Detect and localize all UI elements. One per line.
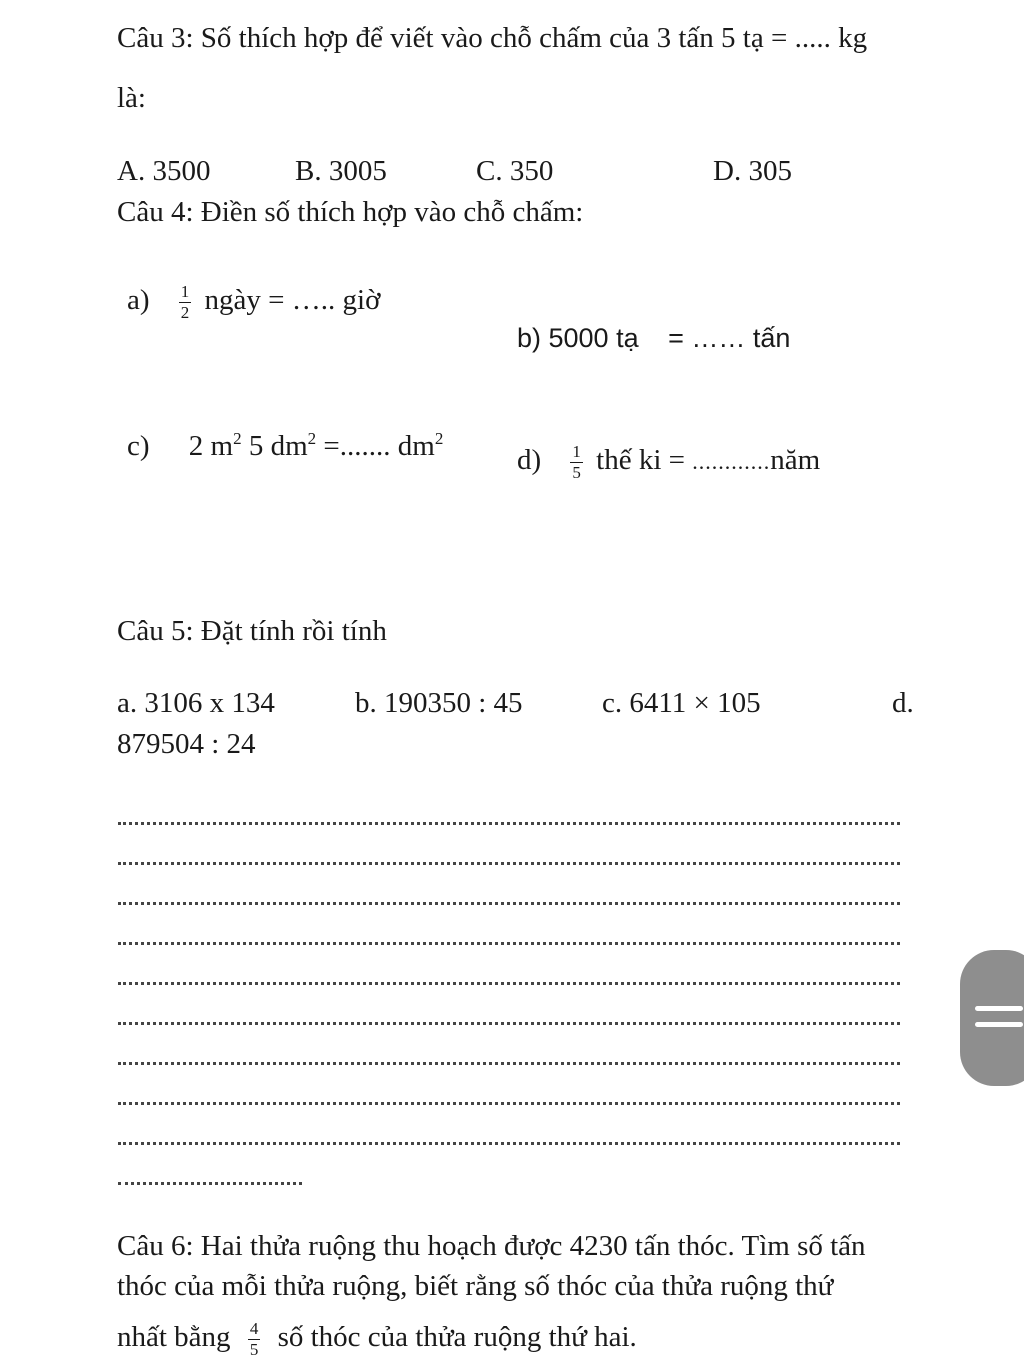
q6-line3-end: số thóc của thửa ruộng thứ hai. xyxy=(277,1321,637,1353)
q4c-pre: 2 m xyxy=(188,430,234,462)
q4-title: Câu 4: Điền số thích hợp vào chỗ chấm: xyxy=(117,196,584,228)
q4b-row xyxy=(517,325,790,352)
answer-line xyxy=(118,862,900,865)
q4a-numerator: 1 xyxy=(180,282,190,301)
q5-part-a: a. 3106 x 134 xyxy=(117,687,275,719)
q4a-fraction xyxy=(179,283,192,322)
q4a-text: ngày = ….. giờ xyxy=(204,284,381,316)
q5-part-c: c. 6411 × 105 xyxy=(602,687,761,719)
q4d-fraction xyxy=(570,443,583,482)
q4d-row xyxy=(517,443,820,482)
answer-line xyxy=(118,942,900,945)
q6-line2: thóc của mỗi thửa ruộng, biết rằng số thóc của thửa ruộng thứ xyxy=(117,1270,834,1302)
q4c-eq: =....... dm xyxy=(316,430,435,462)
answer-line xyxy=(118,1102,900,1105)
q3-option-c: C. 350 xyxy=(476,155,554,187)
q4d-numerator: 1 xyxy=(572,442,581,461)
answer-line xyxy=(118,982,900,985)
q4c-label: c) xyxy=(127,430,150,462)
q4c-sup3: 2 xyxy=(434,429,444,448)
q6-line3-start: nhất bằng xyxy=(117,1321,231,1353)
q6-line3 xyxy=(117,1320,637,1359)
q4a-label: a) xyxy=(127,284,150,316)
q5-part-d: d. xyxy=(892,687,914,719)
q4b-rest: = …… tấn xyxy=(668,323,791,353)
q6-numerator: 4 xyxy=(249,1319,259,1338)
q4d-denominator: 5 xyxy=(572,462,581,482)
q3-option-b: B. 3005 xyxy=(295,155,387,187)
q4b-text: b) 5000 tạ xyxy=(517,323,639,353)
q4c-row xyxy=(127,429,444,462)
q5-title: Câu 5: Đặt tính rồi tính xyxy=(117,615,387,647)
answer-line xyxy=(118,1142,900,1145)
q4d-dots: ............ xyxy=(692,449,771,474)
q3-option-d: D. 305 xyxy=(713,155,792,187)
scroll-handle[interactable] xyxy=(960,950,1024,1086)
answer-line xyxy=(118,902,900,905)
q6-fraction xyxy=(248,1320,261,1359)
q4c-mid: 5 dm xyxy=(241,430,308,462)
q4a-row xyxy=(127,283,380,322)
q6-line1: Câu 6: Hai thửa ruộng thu hoạch được 4230 tấn thóc. Tìm số tấn xyxy=(117,1230,866,1262)
q3-line2: là: xyxy=(117,82,146,114)
answer-line-short xyxy=(118,1182,302,1185)
q4c-sup2: 2 xyxy=(307,429,317,448)
q4c-sup1: 2 xyxy=(233,429,242,448)
q4a-denominator: 2 xyxy=(180,302,190,322)
q6-denominator: 5 xyxy=(249,1339,259,1359)
q5-part-d-expr: 879504 : 24 xyxy=(117,728,256,760)
q4d-tail: năm xyxy=(770,444,821,476)
answer-line xyxy=(118,1022,900,1025)
q3-line1: Câu 3: Số thích hợp để viết vào chỗ chấm của 3 tấn 5 tạ = ..... kg xyxy=(117,22,868,54)
q4d-label: d) xyxy=(517,444,542,476)
q5-part-b: b. 190350 : 45 xyxy=(355,687,523,719)
answer-line xyxy=(118,822,900,825)
answer-line xyxy=(118,1062,900,1065)
q3-option-a: A. 3500 xyxy=(117,155,211,187)
handle-grip-line xyxy=(975,1006,1023,1011)
handle-grip-line xyxy=(975,1022,1023,1027)
q4d-text: thế ki = xyxy=(596,444,693,476)
